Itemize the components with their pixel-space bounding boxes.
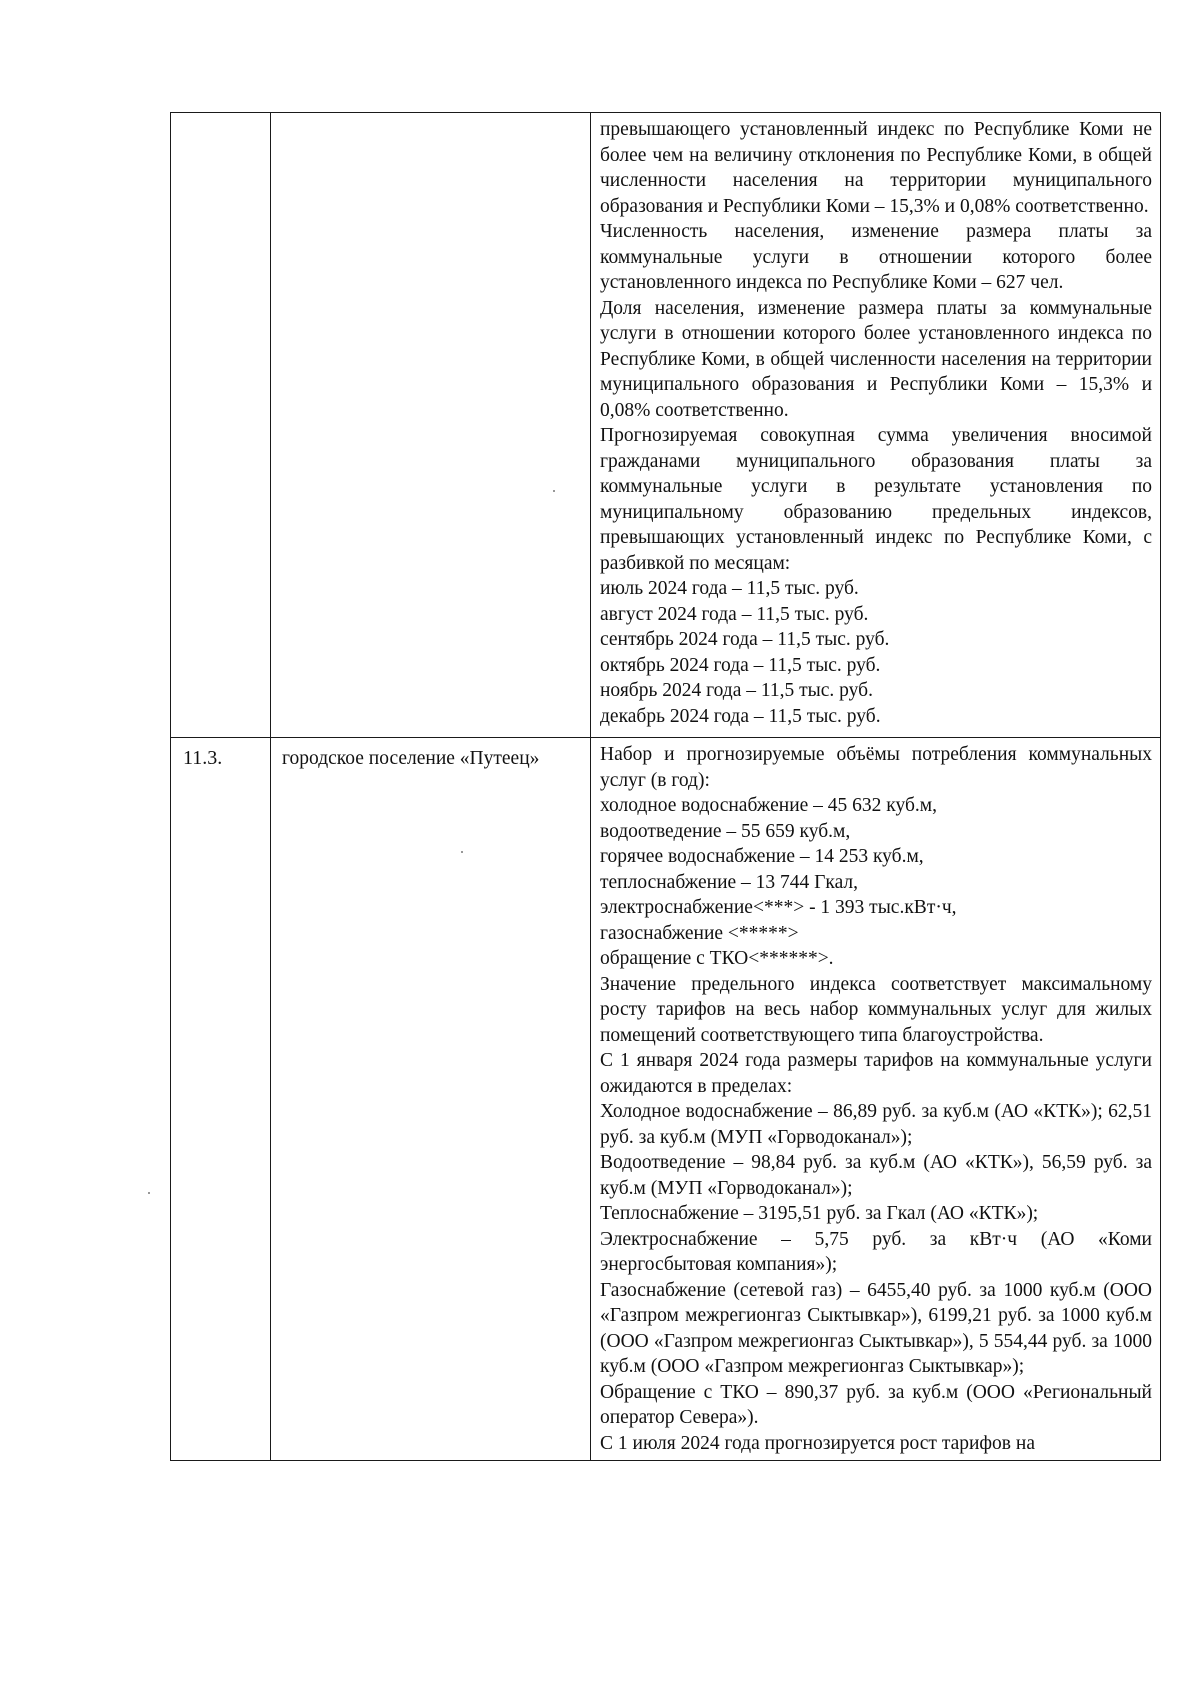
monthly-amount-line: декабрь 2024 года – 11,5 тыс. руб. [600, 705, 881, 727]
paragraph: Прогнозируемая совокупная сумма увеличения вносимой гражданами муниципального образования платы за коммунальные услуги в результате установления по муниципальному образованию предельных индексов, превышающих установленный индекс по Республике Коми, с разбивкой по месяцам: [600, 425, 1152, 574]
paragraph: Доля населения, изменение размера платы за коммунальные услуги в отношении которого более установленного индекса по Республике Коми, в общей численности населения на территории муниципального образования и Республики Коми – 15,3% и 0,08% соответственно. [600, 297, 1152, 421]
scan-artifact [461, 851, 463, 853]
paragraph: превышающего установленный индекс по Республике Коми не более чем на величину отклонения по Республике Коми, в общей численности населения на территории муниципального образования и Республики Коми – 15,3% и 0,08% соответственно. [600, 119, 1152, 217]
municipality-name-cell: городское поселение «Путеец» [271, 738, 591, 1461]
paragraph: Обращение с ТКО – 890,37 руб. за куб.м (ООО «Региональный оператор Севера»). [600, 1381, 1152, 1428]
paragraph: Электроснабжение – 5,75 руб. за кВт·ч (АО «Коми энергосбытовая компания»); [600, 1228, 1152, 1275]
volume-line: теплоснабжение – 13 744 Гкал, [600, 871, 859, 893]
volume-line: газоснабжение <*****> [600, 922, 799, 944]
volume-line: обращение с ТКО<******>. [600, 948, 834, 969]
monthly-amount-line: ноябрь 2024 года – 11,5 тыс. руб. [600, 680, 873, 701]
table-row [171, 113, 1161, 738]
paragraph: Набор и прогнозируемые объёмы потребления коммунальных услуг (в год): [600, 744, 1152, 791]
volume-line: горячее водоснабжение – 14 253 куб.м, [600, 846, 924, 867]
monthly-amount-line: август 2024 года – 11,5 тыс. руб. [600, 603, 869, 625]
paragraph: Значение предельного индекса соответствует максимальному росту тарифов на весь набор коммунальных услуг для жилых помещений соответствующего типа благоустройства. [600, 973, 1152, 1046]
scan-artifact [148, 1192, 150, 1194]
monthly-amount-line: октябрь 2024 года – 11,5 тыс. руб. [600, 654, 881, 676]
row-number-cell: 11.3. [171, 738, 271, 1461]
volume-line: электроснабжение<***> - 1 393 тыс.кВт·ч, [600, 897, 957, 918]
description-cell [591, 738, 1161, 1461]
paragraph: Численность населения, изменение размера платы за коммунальные услуги в отношении которого более установленного индекса по Республике Коми – 627 чел. [600, 221, 1152, 293]
paragraph: С 1 июля 2024 года прогнозируется рост тарифов на [600, 1432, 1035, 1454]
scan-artifact [553, 490, 555, 492]
volume-line: водоотведение – 55 659 куб.м, [600, 820, 851, 842]
paragraph: Теплоснабжение – 3195,51 руб. за Гкал (АО «КТК»); [600, 1203, 1039, 1224]
municipality-name-cell [271, 113, 591, 738]
monthly-amount-line: сентябрь 2024 года – 11,5 тыс. руб. [600, 629, 890, 650]
row-number-cell [171, 113, 271, 738]
paragraph: Холодное водоснабжение – 86,89 руб. за куб.м (АО «КТК»); 62,51 руб. за куб.м (МУП «Горводоканал»); [600, 1101, 1152, 1148]
monthly-amount-line: июль 2024 года – 11,5 тыс. руб. [600, 578, 859, 599]
description-cell [591, 113, 1161, 738]
paragraph: Водоотведение – 98,84 руб. за куб.м (АО «КТК»), 56,59 руб. за куб.м (МУП «Горводоканал»); [600, 1152, 1152, 1199]
paragraph: С 1 января 2024 года размеры тарифов на коммунальные услуги ожидаются в пределах: [600, 1050, 1152, 1097]
document-table [170, 112, 1161, 1461]
volume-line: холодное водоснабжение – 45 632 куб.м, [600, 795, 937, 816]
paragraph: Газоснабжение (сетевой газ) – 6455,40 руб. за 1000 куб.м (ООО «Газпром межрегионгаз Сыктывкар»), 6199,21 руб. за 1000 куб.м (ООО «Газпром межрегионгаз Сыктывкар»), 5 554,44 руб. за 1000 куб.м (ООО «Газпром межрегионгаз Сыктывкар»); [600, 1279, 1152, 1377]
table-row [171, 738, 1161, 1461]
